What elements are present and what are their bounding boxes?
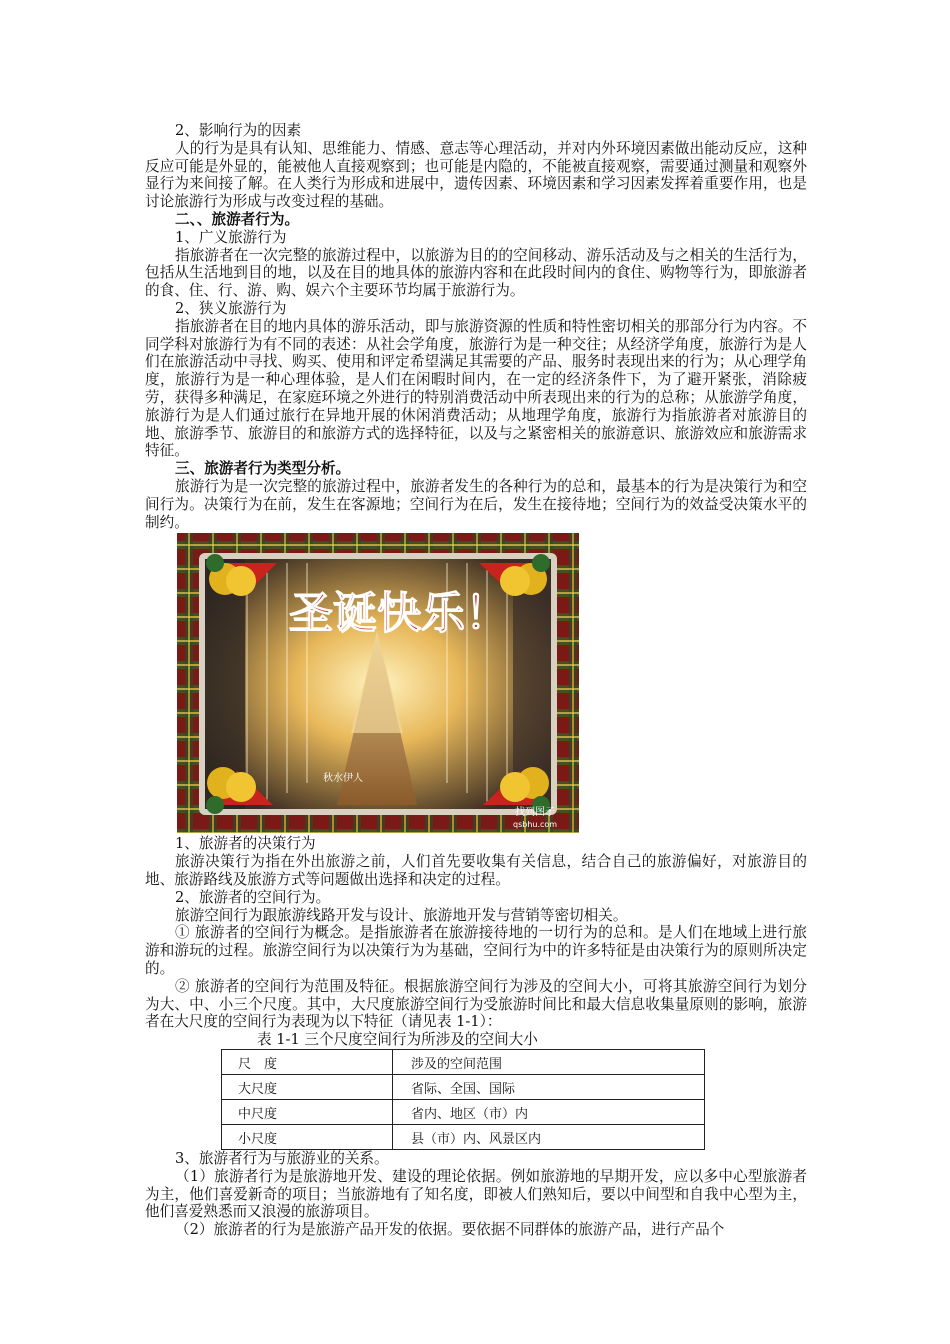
christmas-illustration [177, 533, 579, 833]
table-caption: 表 1-1 三个尺度空间行为所涉及的空间大小 [257, 1031, 538, 1049]
section-mid [145, 835, 807, 1031]
table-cell: 中尺度 [222, 1100, 393, 1125]
heading-decision-behavior: 1、旅游者的决策行为 [175, 835, 316, 853]
watermark-2: 找到图子 [515, 807, 555, 819]
banner-text: 圣诞快乐！ [289, 588, 509, 640]
christmas-image [177, 533, 579, 833]
table-cell: 县（市）内、风景区内 [393, 1125, 705, 1150]
paragraph-spatial-related: 旅游空间行为跟旅游线路开发与设计、旅游地开发与营销等密切相关。 [175, 906, 628, 924]
table-cell: 省内、地区（市）内 [393, 1100, 705, 1125]
table-cell: 大尺度 [222, 1075, 393, 1100]
document-page [145, 122, 807, 1239]
table-header-cell: 涉及的空间范围 [393, 1050, 705, 1075]
section-top [145, 122, 807, 531]
table-row [222, 1125, 705, 1150]
paragraph-spatial-concept: ① 旅游者的空间行为概念。是指旅游者在旅游接待地的一切行为的总和。是人们在地域上进行旅游和游玩的过程。旅游空间行为以决策行为为基础，空间行为中的许多特征是由决策行为的原则所决定的。 [145, 924, 807, 977]
heading-broad-behavior: 1、广义旅游行为 [175, 228, 287, 246]
table-cell: 省际、全国、国际 [393, 1075, 705, 1100]
section-bottom [145, 1150, 807, 1239]
table-header-cell: 尺 度 [222, 1050, 393, 1075]
watermark-3: qsbhu.com [513, 820, 558, 830]
paragraph-development-basis: （1）旅游者行为是旅游地开发、建设的理论依据。例如旅游地的早期开发，应以多中心型旅游者为主，他们喜爱新奇的项目；当旅游地有了知名度，即被人们熟知后，要以中间型和自我中心型为主，他们喜爱熟悉而又浪漫的旅游项目。 [145, 1167, 807, 1221]
paragraph-behavior-definition: 人的行为是具有认知、思维能力、情感、意志等心理活动，并对内外环境因素做出能动反应，这种反应可能是外显的，能被他人直接观察到；也可能是内隐的，不能被直接观察，需要通过测量和观察外显行为来间接了解。在人类行为形成和进展中，遗传因素、环境因素和学习因素发挥着重要作用，也是讨论旅游行为形成与改变过程的基础。 [145, 139, 807, 211]
table-cell: 小尺度 [222, 1125, 393, 1150]
paragraph-narrow-behavior: 指旅游者在目的地内具体的游乐活动，即与旅游资源的性质和特性密切相关的那部分行为内容。不同学科对旅游行为有不同的表述：从社会学角度，旅游行为是一种交往；从经济学角度，旅游行为是人们在旅游活动中寻找、购买、使用和评定希望满足其需要的产品、服务时表现出来的行为；从心理学角度，旅游行为是一种心理体验，是人们在闲暇时间内，在一定的经济条件下，为了避开紧张，消除疲劳，获得多种满足，在家庭环境之外进行的特别消费活动中所表现出来的行为的总称；从旅游学角度，旅游行为是人们通过旅行在异地开展的休闲消费活动；从地理学角度，旅游行为指旅游者对旅游目的地、旅游季节、旅游目的和旅游方式的选择特征，以及与之紧密相关的旅游意识、旅游效应和旅游需求特征。 [145, 317, 807, 460]
paragraph-product-basis: （2）旅游者的行为是旅游产品开发的依据。要依据不同群体的旅游产品，进行产品个 [175, 1221, 725, 1239]
paragraph-behavior-types: 旅游行为是一次完整的旅游过程中，旅游者发生的各种行为的总和，最基本的行为是决策行为和空间行为。决策行为在前，发生在客源地；空间行为在后，发生在接待地；空间行为的效益受决策水平的制约。 [145, 477, 807, 531]
heading-section-three: 三、旅游者行为类型分析。 [175, 460, 351, 478]
heading-spatial-behavior: 2、旅游者的空间行为。 [175, 888, 331, 906]
table-header-row [222, 1050, 705, 1075]
table-row [222, 1075, 705, 1100]
heading-influence-factors: 2、影响行为的因素 [175, 122, 302, 139]
paragraph-decision-behavior: 旅游决策行为指在外出旅游之前，人们首先要收集有关信息，结合自己的旅游偏好，对旅游目的地、旅游路线及旅游方式等问题做出选择和决定的过程。 [145, 853, 807, 888]
watermark-1: 秋水伊人 [323, 773, 363, 785]
heading-narrow-behavior: 2、狭义旅游行为 [175, 299, 287, 317]
table-row [222, 1100, 705, 1125]
scale-table [221, 1049, 705, 1150]
heading-section-two: 二、、旅游者行为。 [175, 210, 300, 228]
paragraph-broad-behavior: 指旅游者在一次完整的旅游过程中，以旅游为目的的空间移动、游乐活动及与之相关的生活行为，包括从生活地到目的地，以及在目的地具体的旅游内容和在此段时间内的食住、购物等行为，即旅游者的食、住、行、游、购、娱六个主要环节均属于旅游行为。 [145, 246, 807, 300]
heading-industry-relation: 3、旅游者行为与旅游业的关系。 [175, 1150, 389, 1168]
paragraph-spatial-scope: ② 旅游者的空间行为范围及特征。根据旅游空间行为涉及的空间大小，可将其旅游空间行为划分为大、中、小三个尺度。其中，大尺度旅游空间行为受旅游时间比和最大信息收集量原则的影响，旅游者在大尺度的空间行为表现为以下特征（请见表 1-1）： [145, 977, 807, 1031]
